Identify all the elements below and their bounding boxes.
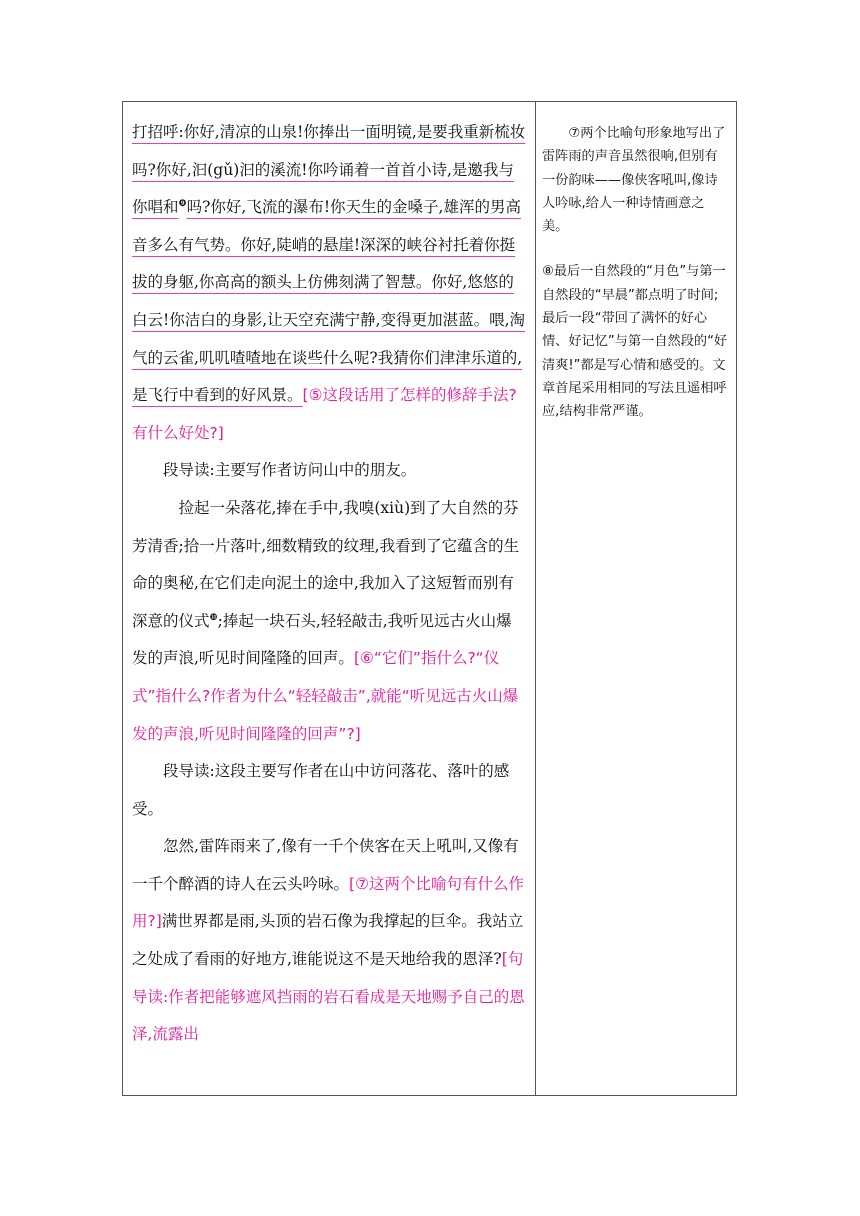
paragraph-guide-2 — [132, 753, 527, 828]
question-5: [⑤这段话用了怎样的修辞手法?有什么好处?] — [132, 386, 517, 442]
paragraph-greetings — [132, 114, 527, 452]
paragraph-guide-1 — [132, 452, 527, 490]
paragraph-greetings-text-2: 吗?你好,飞流的瀑布!你天生的金嗓子,雄浑的男高音多么有气势。你好,陡峭的悬崖!深深的峡谷衬托着你挺拔的身躯,你高高的额头上仿佛刻满了智慧。你好,悠悠的白云!你洁白的身影,让天空充满宁静,变得更加湛蓝。喂,淘气的云雀,叽叽喳喳地在谈些什么呢?我猜你们津津乐道的,是飞行中看到的好风景。 — [132, 198, 526, 405]
guide-label-1: 段导读: — [163, 461, 215, 480]
paragraph-flowers — [132, 490, 527, 753]
paragraph-greetings-text: 打招呼:你好,清凉的山泉!你捧出一面明镜,是要我重新梳妆吗?你好,汩(gǔ)汩的溪流!你吟诵着一首首小诗,是邀我与你唱和 — [132, 123, 526, 217]
guide-text-1: 主要写作者访问山中的朋友。 — [214, 461, 417, 480]
content-table — [122, 101, 737, 1096]
paragraph-rain-text-2: 满世界都是雨,头顶的岩石像为我撑起的巨伞。我站立之处成了看雨的好地方,谁能说这不是天地给我的恩泽? — [132, 912, 524, 969]
question-7: [⑦这两个比喻句有什么作用?] — [132, 874, 524, 931]
main-text-column — [132, 114, 527, 1054]
sentence-guide: [句导读:作者把能够遮风挡雨的岩石看成是天地赐予自己的恩泽,流露出 — [132, 950, 525, 1044]
annotation-7: ⑦两个比喻句形象地写出了雷阵雨的声音虽然很响,但别有一份韵味——像侠客吼叫,像诗人吟咏,给人一种诗情画意之美。 — [542, 126, 726, 235]
paragraph-flowers-text-2: ;捧起一块石头,轻轻敲击,我听见远古火山爆发的声浪,听见时间隆隆的回声。 — [132, 611, 512, 668]
paragraph-rain — [132, 828, 527, 1054]
paragraph-flowers-text: 捡起一朵落花,捧在手中,我嗅(xiù)到了大自然的芬芳清香;拾一片落叶,细数精致的纹理,我看到了它蕴含的生命的奥秘,在它们走向泥土的途中,我加入了这短暂而别有深意的仪式 — [132, 498, 520, 630]
question-6: [⑥“它们”指什么?“仪式”指什么?作者为什么“轻轻敲击”,就能“听见远古火山爆发的声浪,听见时间隆隆的回声”?] — [132, 649, 519, 743]
paragraph-rain-text: 忽然,雷阵雨来了,像有一千个侠客在天上吼叫,又像有一千个醉酒的诗人在云头吟咏。 — [132, 837, 519, 893]
column-divider — [535, 102, 536, 1095]
guide-text-2: 这段主要写作者在山中访问落花、落叶的感受。 — [132, 762, 510, 818]
footnote-mark-10: ❿ — [209, 612, 218, 623]
guide-label-2: 段导读: — [163, 762, 215, 781]
annotation-column — [542, 122, 730, 446]
footnote-mark-9: ❾ — [178, 199, 187, 210]
annotation-8: ⑧最后一自然段的“月色”与第一自然段的“早晨”都点明了时间;最后一段“带回了满怀的好心情、好记忆”与第一自然段的“好清爽!”都是写心情和感受的。文章首尾采用相同的写法且遥相呼应,结构非常严谨。 — [542, 264, 728, 420]
